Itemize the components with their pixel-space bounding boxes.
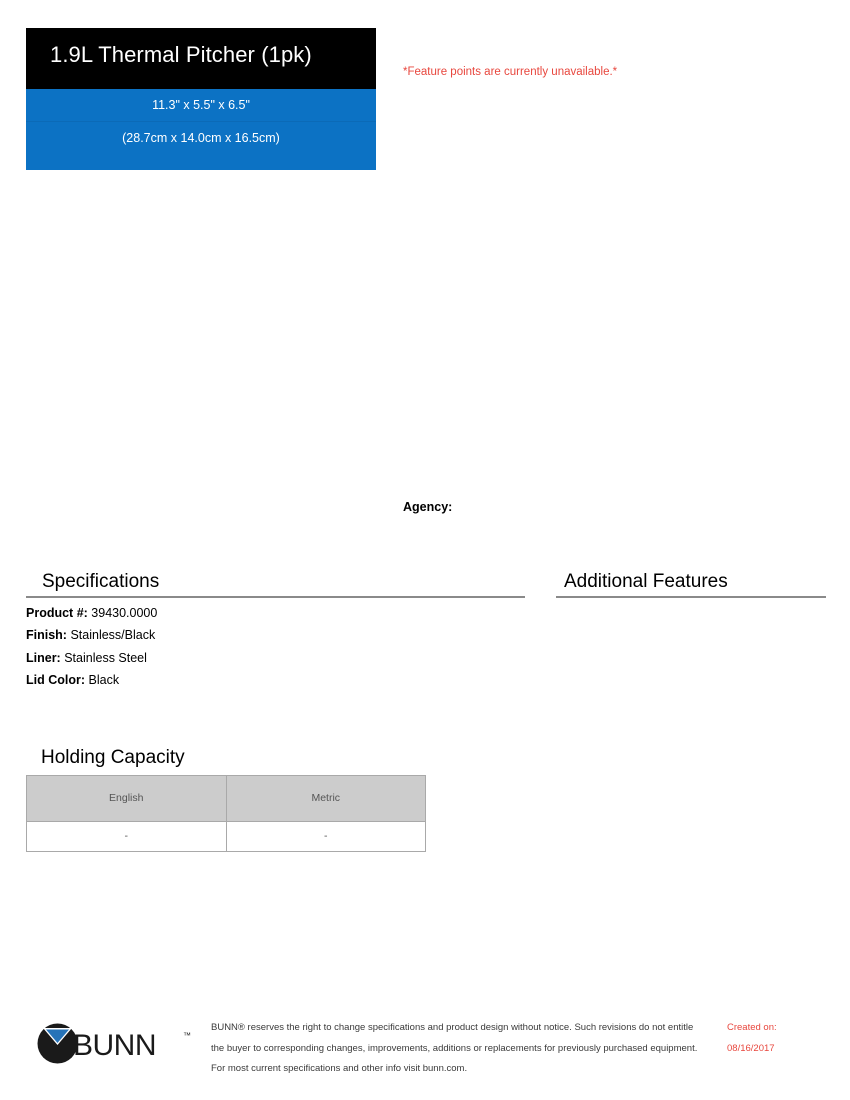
specifications-section xyxy=(26,572,525,687)
table-header-row xyxy=(27,775,426,821)
spec-value: Stainless Steel xyxy=(64,650,147,665)
holding-capacity-table xyxy=(26,775,426,852)
spec-label: Liner: xyxy=(26,650,61,665)
specifications-heading: Specifications xyxy=(42,571,160,592)
created-on-date: 08/16/2017 xyxy=(727,1042,775,1054)
disclaimer-line-2: the buyer to corresponding changes, improvements, additions or replacements for previously purchased equipment. xyxy=(211,1042,698,1054)
spec-label: Lid Color: xyxy=(26,673,86,688)
spec-value: Black xyxy=(88,673,120,688)
page-footer xyxy=(0,1018,850,1090)
disclaimer-line-1: BUNN® reserves the right to change specifications and product design without notice. Such revisions do not entitle xyxy=(211,1022,694,1033)
additional-features-divider xyxy=(556,596,826,598)
feature-points-note: *Feature points are currently unavailable.* xyxy=(403,66,618,78)
spec-label: Product #: xyxy=(26,605,88,620)
column-header-english: English xyxy=(27,775,227,821)
disclaimer-line-3: For most current specifications and other info visit bunn.com. xyxy=(211,1063,468,1074)
product-title-band xyxy=(26,28,376,89)
table-cell-metric: - xyxy=(226,821,426,851)
specifications-list xyxy=(26,598,525,687)
page-title: 1.9L Thermal Pitcher (1pk) xyxy=(50,42,312,67)
table-row xyxy=(27,821,426,851)
spec-row-product-number xyxy=(26,598,525,620)
spec-row-finish xyxy=(26,619,525,642)
table-cell-english: - xyxy=(27,821,227,851)
product-dimensions-band xyxy=(26,89,376,170)
bunn-logo-icon xyxy=(37,1023,78,1064)
dimensions-metric: (28.7cm x 14.0cm x 16.5cm) xyxy=(122,130,280,145)
additional-features-heading: Additional Features xyxy=(564,571,728,592)
spec-row-liner xyxy=(26,642,525,665)
additional-features-section xyxy=(556,572,826,598)
spec-value: 39430.0000 xyxy=(91,605,158,620)
column-header-metric: Metric xyxy=(226,775,426,821)
created-on-block xyxy=(727,1023,777,1064)
trademark-symbol: ™ xyxy=(183,1031,191,1040)
table-body xyxy=(27,821,426,851)
product-header-block xyxy=(26,28,376,170)
agency-label: Agency: xyxy=(403,500,453,514)
dimensions-imperial: 11.3" x 5.5" x 6.5" xyxy=(26,89,376,122)
footer-disclaimer xyxy=(211,1023,716,1085)
holding-capacity-heading: Holding Capacity xyxy=(41,747,185,768)
bunn-logo xyxy=(37,1019,197,1065)
spec-row-lid-color xyxy=(26,664,525,687)
bunn-wordmark: BUNN xyxy=(73,1029,157,1062)
holding-capacity-section xyxy=(26,748,426,852)
spec-value: Stainless/Black xyxy=(70,628,156,643)
created-on-label: Created on: xyxy=(727,1022,777,1033)
table-header xyxy=(27,775,426,821)
spec-label: Finish: xyxy=(26,628,67,643)
